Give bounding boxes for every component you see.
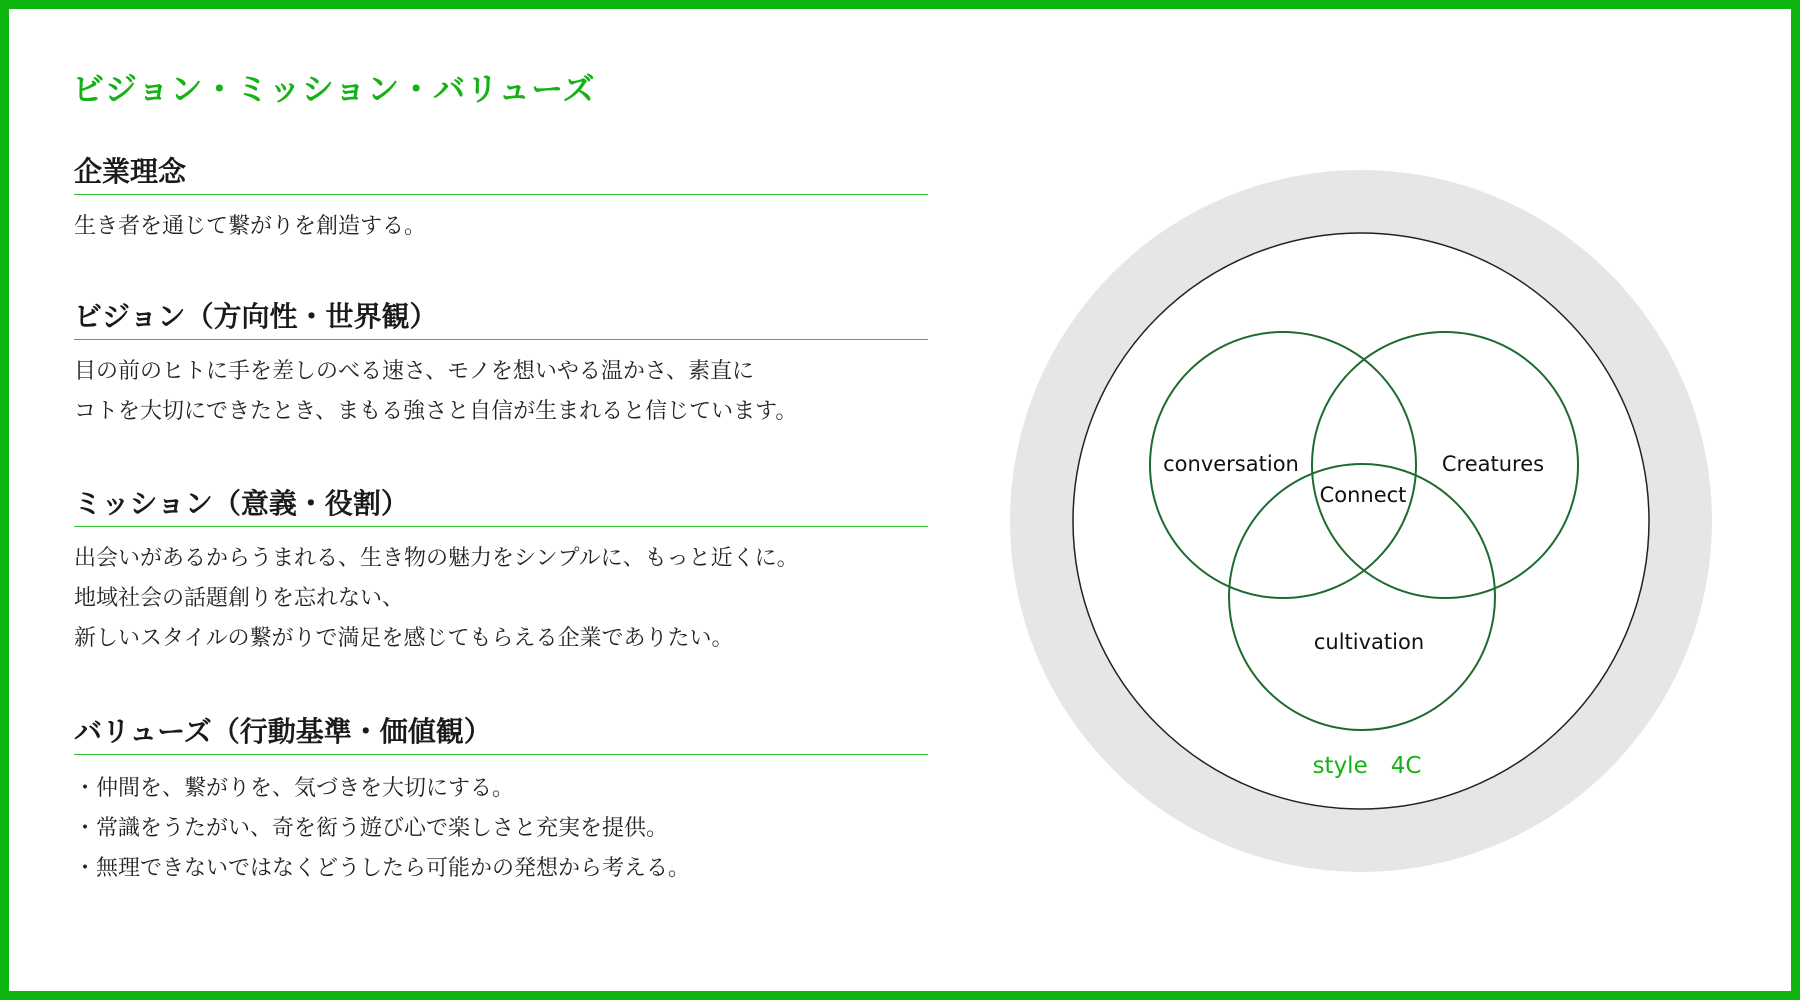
section-corporate-philosophy	[74, 150, 928, 247]
values-list-item: ・無理できないではなくどうしたら可能かの発想から考える。	[74, 856, 691, 881]
section-text-line: 目の前のヒトに手を差しのべる速さ、モノを想いやる温かさ、素直に	[74, 359, 755, 384]
section-body	[74, 207, 928, 247]
values-list-item: ・仲間を、繋がりを、気づきを大切にする。	[74, 776, 515, 801]
section-text-line: コトを大切にできたとき、まもる強さと自信が生まれると信じています。	[74, 399, 798, 424]
values-list-item: ・常識をうたがい、奇を衒う遊び心で楽しさと充実を提供。	[74, 816, 669, 841]
label-conversation: conversation	[1163, 452, 1299, 476]
section-values	[74, 710, 928, 889]
section-text-line: 生き者を通じて繋がりを創造する。	[74, 214, 427, 239]
label-creatures: Creatures	[1441, 452, 1545, 476]
label-connect: Connect	[1319, 483, 1407, 507]
section-body	[74, 769, 928, 889]
venn-diagram-svg	[1005, 165, 1717, 877]
section-mission	[74, 482, 928, 659]
caption-style-4c: style 4C	[1312, 753, 1422, 779]
label-cultivation: cultivation	[1313, 630, 1425, 654]
section-body	[74, 352, 928, 432]
page-title: ビジョン・ミッション・バリューズ	[72, 70, 596, 108]
section-heading: バリューズ（行動基準・価値観）	[74, 710, 928, 755]
inner-circle	[1073, 233, 1649, 809]
section-text-line: 新しいスタイルの繋がりで満足を感じてもらえる企業でありたい。	[74, 626, 734, 651]
section-body	[74, 539, 928, 659]
section-vision	[74, 295, 928, 432]
section-text-line: 出会いがあるからうまれる、生き物の魅力をシンプルに、もっと近くに。	[74, 546, 799, 571]
section-heading: ミッション（意義・役割）	[74, 482, 928, 527]
section-heading: ビジョン（方向性・世界観）	[74, 295, 928, 340]
section-heading: 企業理念	[74, 150, 928, 195]
section-text-line: 地域社会の話題創りを忘れない、	[74, 586, 405, 611]
venn-diagram	[1005, 165, 1717, 877]
